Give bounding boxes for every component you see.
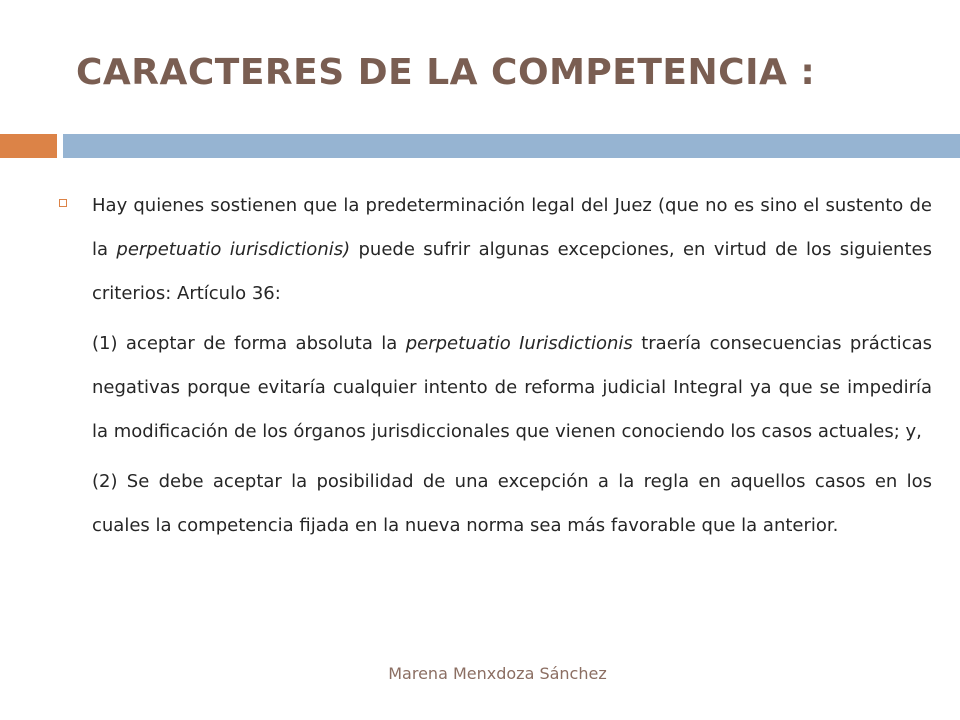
paragraph-1-italic: perpetuatio iurisdictionis) [116,239,351,260]
paragraph-2-text-a: (1) aceptar de forma absoluta la [92,333,406,354]
slide-footer: Marena Menxdoza Sánchez [388,664,607,683]
paragraph-1-text-c: puede sufrir algunas excepciones, en virtud de los siguientes criterios: Artículo 36: [92,239,932,304]
slide-title: CARACTERES DE LA COMPETENCIA : [76,52,816,93]
paragraph-1 [92,184,932,316]
paragraph-3: (2) Se debe aceptar la posibilidad de una excepción a la regla en aquellos casos en los cuales la competencia fijada en la nueva norma sea más favorable que la anterior. [92,471,932,536]
accent-bar-orange [0,134,57,158]
slide-body [92,184,932,548]
accent-bar-blue [63,134,960,158]
paragraph-1-text-a: Hay quienes sostienen que la predeterminación legal del Juez (que no es sino el sustento de la [92,195,932,260]
hollow-square-icon [59,199,67,207]
paragraph-2-text-c: traería consecuencias prácticas negativas porque evitaría cualquier intento de reforma judicial Integral ya que se impediría la modificación de los órganos jurisdiccionales que vienen conociendo los casos actuales; y, [92,333,932,442]
paragraph-2-italic: perpetuatio Iurisdictionis [405,333,633,354]
paragraph-2 [92,322,932,454]
